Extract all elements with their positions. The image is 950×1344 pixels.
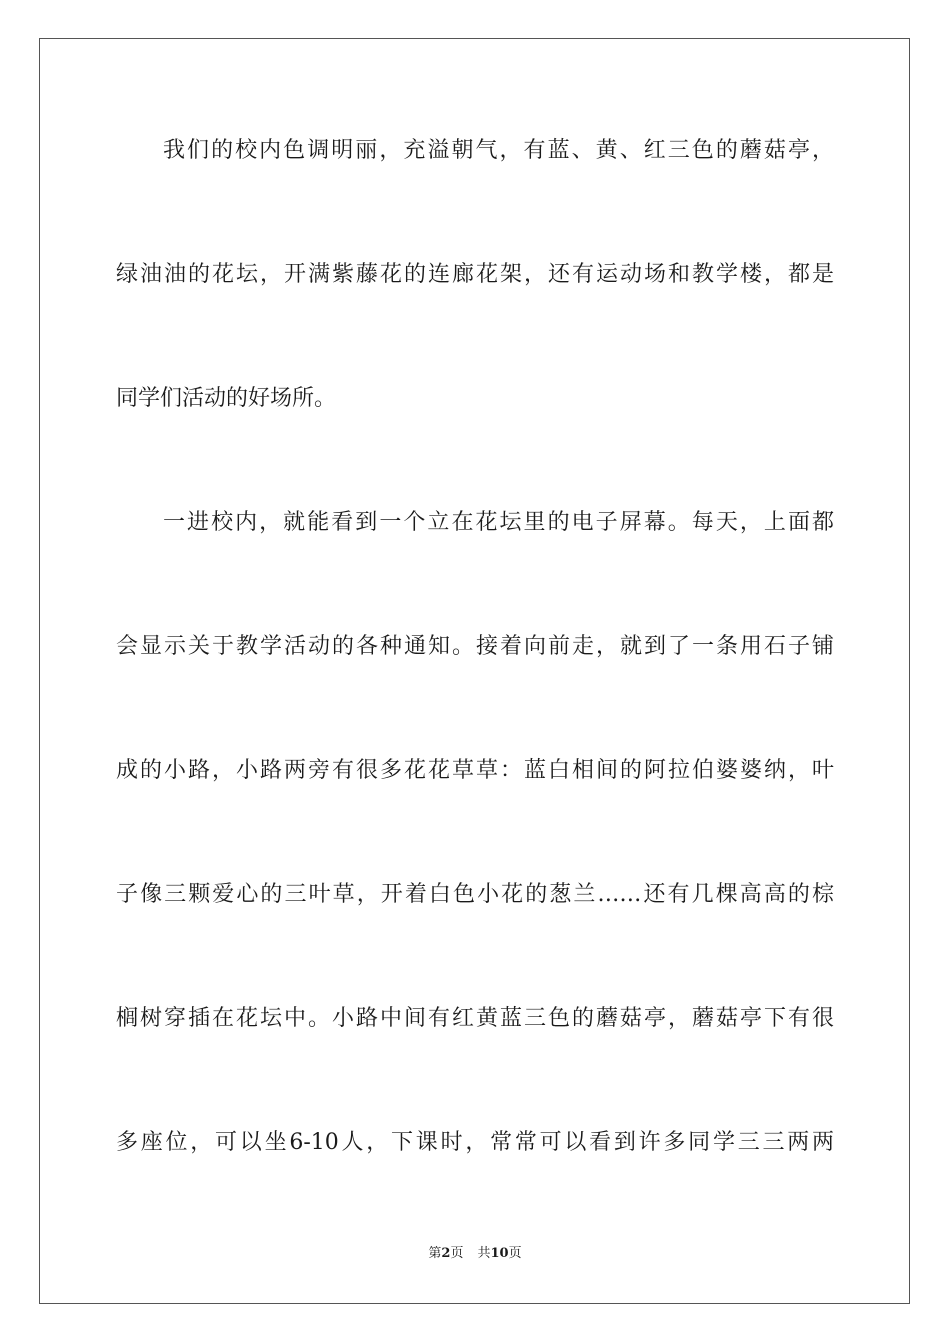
paragraph-1-line-1: 我们的校内色调明丽，充溢朝气，有蓝、黄、红三色的蘑菇亭， xyxy=(163,138,834,163)
footer-page-current: 2 xyxy=(441,1246,451,1261)
paragraph-2-line-2: 会显示关于教学活动的各种通知。接着向前走，就到了一条用石子铺 xyxy=(116,634,834,659)
footer-page-suffix: 页 xyxy=(450,1246,464,1261)
footer-page-prefix: 第 xyxy=(428,1246,442,1261)
page-footer xyxy=(0,1244,950,1264)
paragraph-2-line-5: 榈树穿插在花坛中。小路中间有红黄蓝三色的蘑菇亭，蘑菇亭下有很 xyxy=(116,1006,834,1031)
paragraph-1-line-2: 绿油油的花坛，开满紫藤花的连廊花架，还有运动场和教学楼，都是 xyxy=(116,262,834,287)
paragraph-2-line-4: 子像三颗爱心的三叶草，开着白色小花的葱兰……还有几棵高高的棕 xyxy=(116,882,834,907)
paragraph-2-line-1: 一进校内，就能看到一个立在花坛里的电子屏幕。每天，上面都 xyxy=(163,510,834,535)
paragraph-2-line-6: 多座位，可以坐6-10人，下课时，常常可以看到许多同学三三两两 xyxy=(116,1130,834,1155)
footer-page-total: 10 xyxy=(490,1246,509,1261)
footer-total-prefix: 共 xyxy=(477,1246,491,1261)
paragraph-2-line-3: 成的小路，小路两旁有很多花花草草：蓝白相间的阿拉伯婆婆纳，叶 xyxy=(116,758,834,783)
footer-total-suffix: 页 xyxy=(508,1246,522,1261)
paragraph-1-line-3: 同学们活动的好场所。 xyxy=(116,386,337,411)
